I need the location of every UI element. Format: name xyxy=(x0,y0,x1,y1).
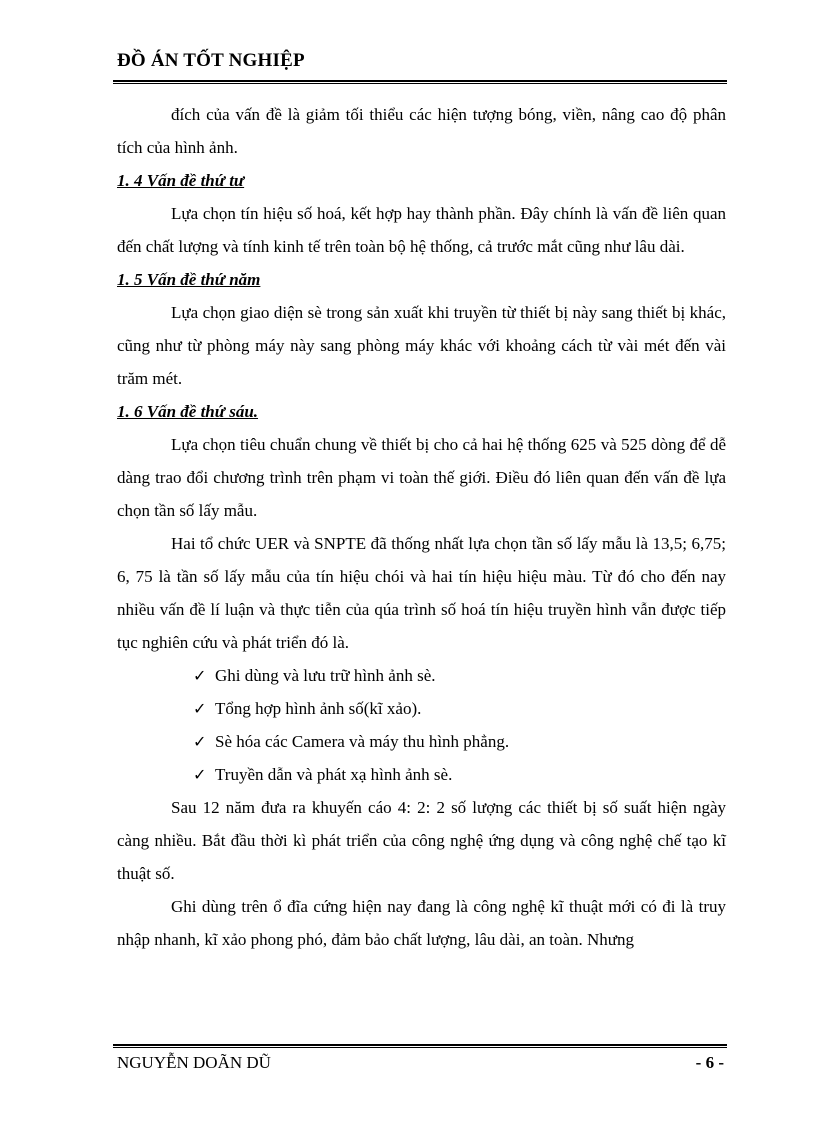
section-heading-1-4: 1. 4 Vấn đề thứ tư xyxy=(117,171,245,190)
paragraph: Lựa chọn giao diện sè trong sản xuất khi truyền từ thiết bị này sang thiết bị khác, cũng như từ phòng máy này sang phòng máy khác với khoảng cách từ vài mét đến vài trăm mét. xyxy=(117,303,726,388)
check-mark-icon: ✓ xyxy=(193,765,207,784)
footer-author: NGUYỄN DOÃN DŨ xyxy=(117,1053,271,1072)
paragraph: Lựa chọn tín hiệu số hoá, kết hợp hay thành phần. Đây chính là vấn đề liên quan đến chất lượng và tính kinh tế trên toàn bộ hệ thống, cả trước mắt cũng như lâu dài. xyxy=(117,204,726,256)
list-item xyxy=(193,692,726,725)
bullet-list xyxy=(117,659,726,791)
header-title: ĐỒ ÁN TỐT NGHIỆP xyxy=(117,50,305,71)
check-mark-icon: ✓ xyxy=(193,732,207,751)
list-item-text: Truyền dẫn và phát xạ hình ảnh sè. xyxy=(215,765,453,784)
paragraph: Ghi dùng trên ổ đĩa cứng hiện nay đang là công nghệ kĩ thuật mới có đi là truy nhập nhanh, kĩ xảo phong phó, đảm bảo chất lượng, lâu dài, an toàn. Nhưng xyxy=(117,897,726,949)
paragraph: đích của vấn đề là giảm tối thiểu các hiện tượng bóng, viền, nâng cao độ phân tích của hình ảnh. xyxy=(117,105,726,157)
paragraph: Lựa chọn tiêu chuẩn chung về thiết bị cho cả hai hệ thống 625 và 525 dòng để dễ dàng trao đổi chương trình trên phạm vi toàn thế giới. Điều đó liên quan đến vấn đề lựa chọn tần số lấy mẫu. xyxy=(117,435,726,520)
paragraph: Hai tổ chức UER và SNPTE đã thống nhất lựa chọn tần số lấy mẫu là 13,5; 6,75; 6, 75 là tần số lấy mẫu của tín hiệu chói và hai tín hiệu hiệu màu. Từ đó cho đến nay nhiều vấn đề lí luận và thực tiễn của qúa trình số hoá tín hiệu truyền hình vẫn được tiếp tục nghiên cứu và phát triển đó là. xyxy=(117,534,726,652)
list-item-text: Ghi dùng và lưu trữ hình ảnh sè. xyxy=(215,666,436,685)
list-item-text: Sè hóa các Camera và máy thu hình phẳng. xyxy=(215,732,510,751)
check-mark-icon: ✓ xyxy=(193,666,207,685)
list-item xyxy=(193,659,726,692)
check-mark-icon: ✓ xyxy=(193,699,207,718)
footer-rule xyxy=(113,1044,727,1048)
section-heading-1-6: 1. 6 Vấn đề thứ sáu. xyxy=(117,402,259,421)
page-body xyxy=(117,98,726,956)
paragraph: Sau 12 năm đưa ra khuyến cáo 4: 2: 2 số lượng các thiết bị số suất hiện ngày càng nhiều. Bắt đầu thời kì phát triển của công nghệ ứng dụng và công nghệ chế tạo kĩ thuật số. xyxy=(117,798,726,883)
header-rule xyxy=(113,80,727,84)
list-item-text: Tổng hợp hình ảnh số(kĩ xảo). xyxy=(215,699,422,718)
list-item xyxy=(193,725,726,758)
list-item xyxy=(193,758,726,791)
section-heading-1-5: 1. 5 Vấn đề thứ năm xyxy=(117,270,261,289)
page-number: - 6 - xyxy=(695,1053,724,1072)
